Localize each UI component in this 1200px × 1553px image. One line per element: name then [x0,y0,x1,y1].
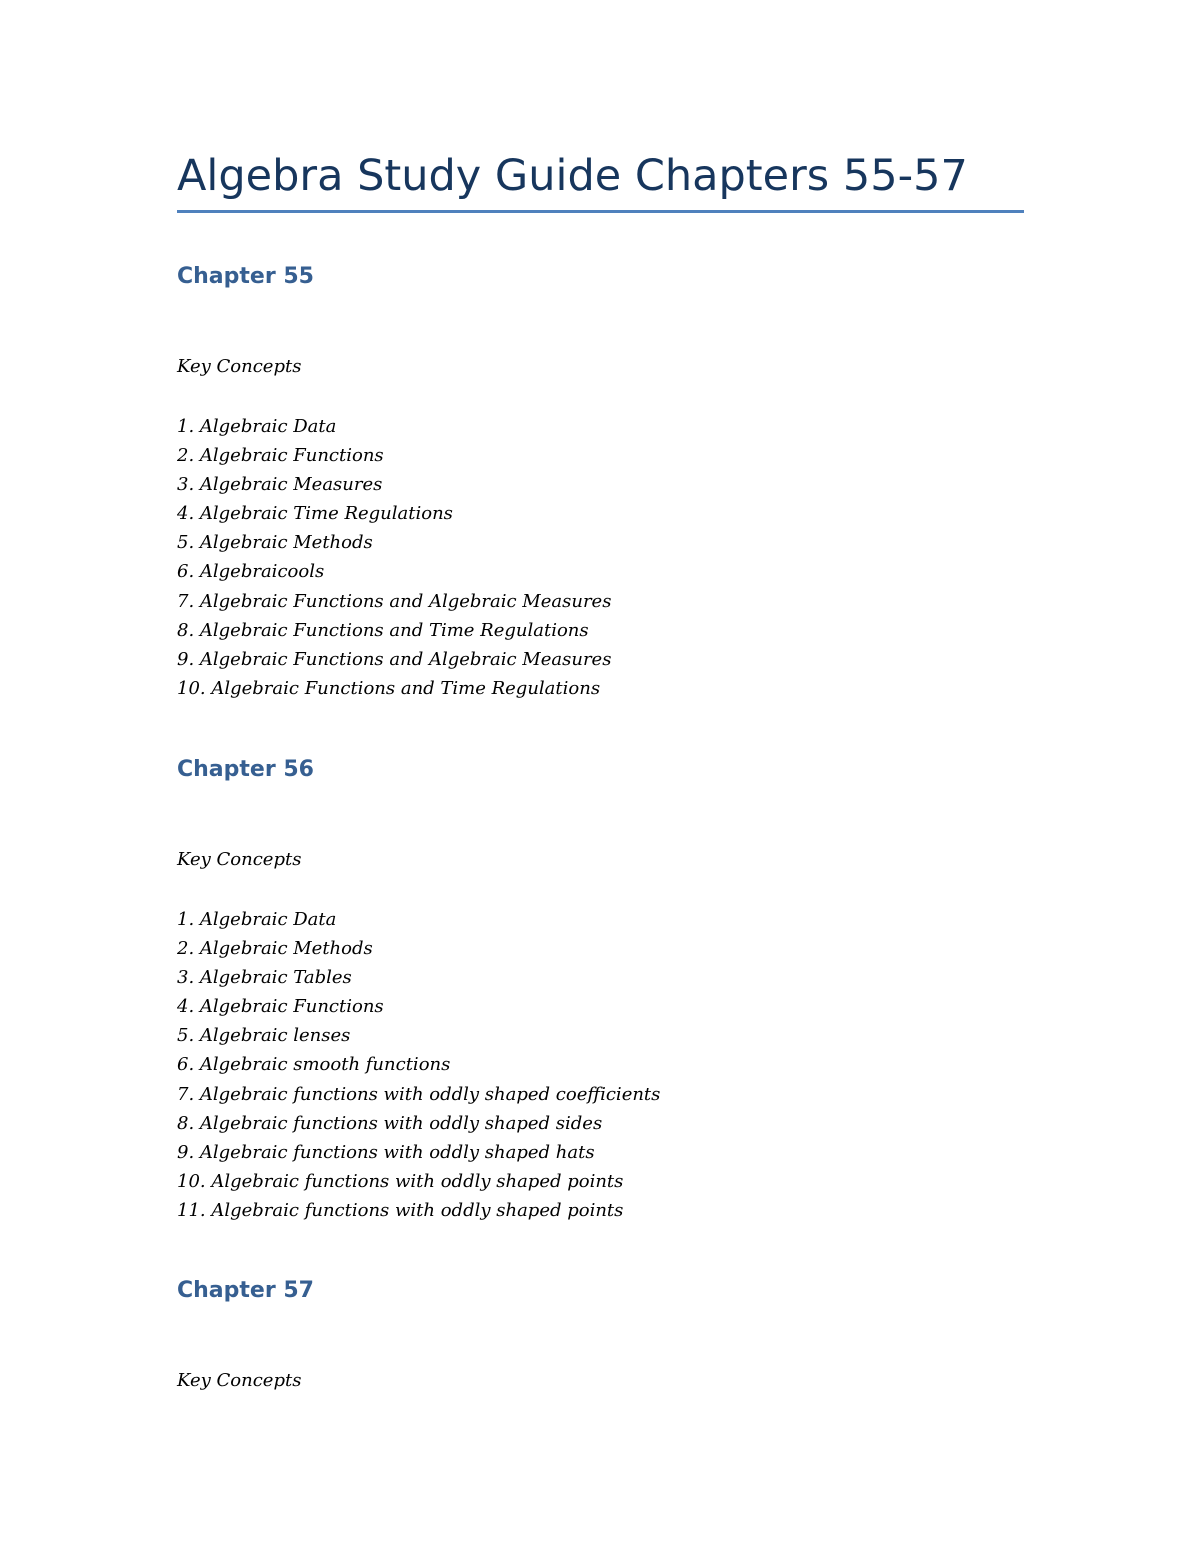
key-concepts-label: Key Concepts [177,1370,302,1391]
key-concepts-label: Key Concepts [177,849,302,870]
concept-list [177,905,1024,1225]
list-item: 11. Algebraic functions with oddly shaped points [177,1199,624,1221]
list-item: 5. Algebraic lenses [177,1025,351,1047]
chapter-heading: Chapter 56 [177,757,314,782]
list-item: 7. Algebraic functions with oddly shaped coefficients [177,1083,661,1105]
list-item: 2. Algebraic Methods [177,938,373,960]
document-title: Algebra Study Guide Chapters 55-57 [177,151,968,201]
list-item: 4. Algebraic Time Regulations [177,503,453,525]
list-item: 8. Algebraic functions with oddly shaped sides [177,1112,603,1134]
title-underline [177,210,1024,213]
chapter-heading: Chapter 57 [177,1278,314,1303]
list-item: 3. Algebraic Measures [177,474,383,496]
list-item: 3. Algebraic Tables [177,967,352,989]
chapter-56-section [177,756,1024,1225]
list-item: 6. Algebraic smooth functions [177,1054,451,1076]
list-item: 2. Algebraic Functions [177,445,384,467]
list-item: 8. Algebraic Functions and Time Regulations [177,619,589,641]
key-concepts-label: Key Concepts [177,356,302,377]
chapter-57-section [177,1277,1024,1393]
list-item: 1. Algebraic Data [177,909,337,930]
list-item: 6. Algebraicools [177,561,325,583]
concept-list [177,412,1024,703]
list-item: 10. Algebraic Functions and Time Regulations [177,677,601,699]
chapter-heading: Chapter 55 [177,264,314,289]
list-item: 4. Algebraic Functions [177,996,384,1018]
chapter-55-section [177,263,1024,703]
list-item: 10. Algebraic functions with oddly shaped points [177,1170,624,1192]
list-item: 9. Algebraic Functions and Algebraic Measures [177,648,612,670]
list-item: 7. Algebraic Functions and Algebraic Measures [177,590,612,612]
list-item: 1. Algebraic Data [177,416,337,437]
list-item: 9. Algebraic functions with oddly shaped hats [177,1141,595,1163]
list-item: 5. Algebraic Methods [177,532,373,554]
